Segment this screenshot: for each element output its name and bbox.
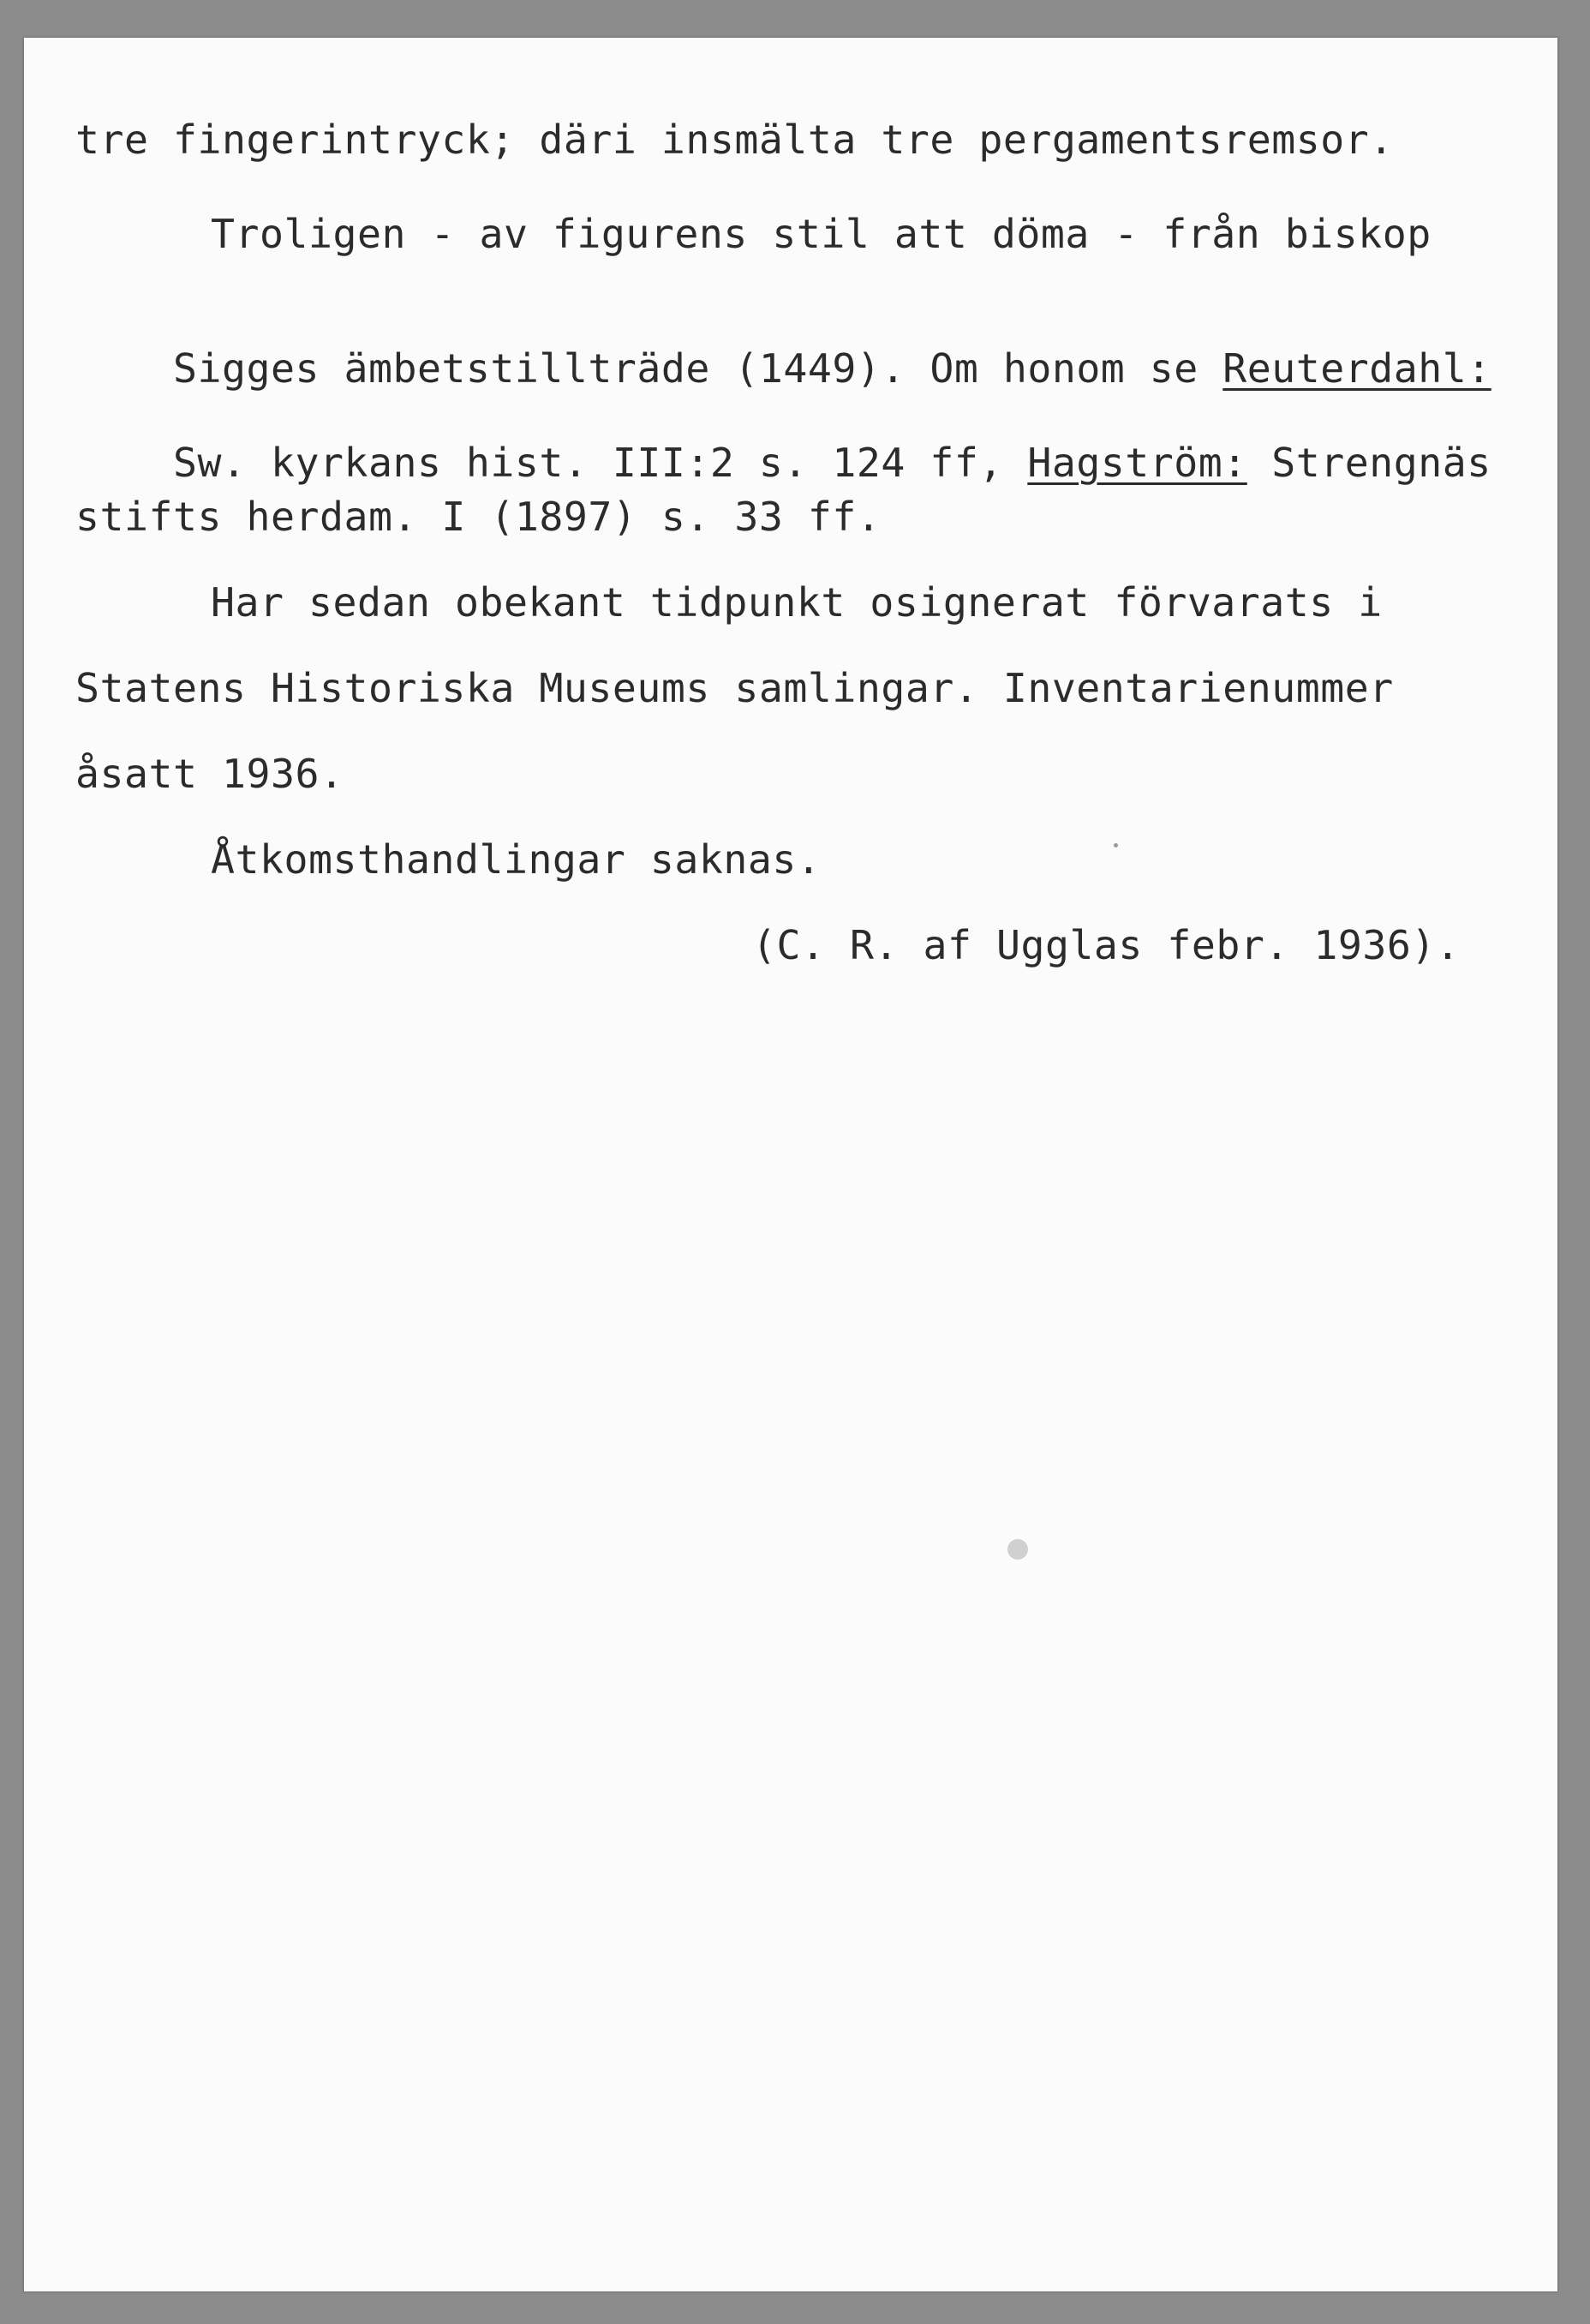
paper-speck [1007, 1539, 1028, 1560]
text-line-4-start: Sw. kyrkans hist. III:2 s. 124 ff, [172, 439, 1028, 486]
signature-line: (C. R. af Ugglas febr. 1936). [752, 922, 1461, 968]
reference-reuterdahl: Reuterdahl: [1222, 344, 1491, 392]
text-line-3-start: Sigges ämbetstillträde (1449). Om honom se [172, 344, 1223, 392]
text-line-8: åsatt 1936. [75, 751, 344, 797]
paper-speck-small [1114, 843, 1118, 848]
text-line-6: Har sedan obekant tidpunkt osignerat förvarats i [211, 579, 1383, 626]
text-line-1: tre fingerintryck; däri insmälta tre pergamentsremsor. [75, 117, 1394, 163]
reference-hagstrom: Hagström: [1027, 439, 1247, 486]
text-line-5: stifts herdam. I (1897) s. 33 ff. [75, 494, 882, 540]
text-line-7: Statens Historiska Museums samlingar. Inventarienummer [75, 665, 1394, 711]
text-line-2: Troligen - av figurens stil att döma - från biskop [211, 211, 1432, 257]
text-line-4-end: Strengnäs [1246, 439, 1491, 486]
text-line-9: Åtkomsthandlingar saknas. [211, 836, 822, 883]
catalog-card [24, 38, 1557, 2291]
